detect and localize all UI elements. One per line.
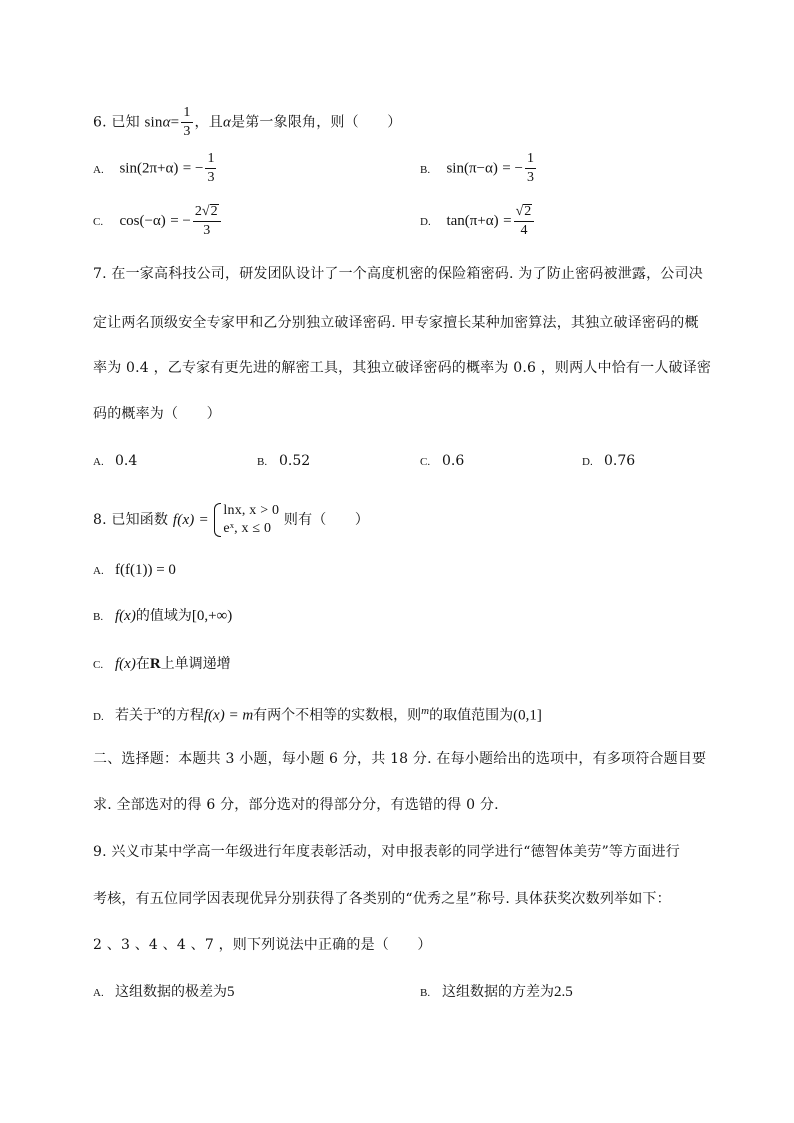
- q6-option-d[interactable]: [420, 204, 536, 238]
- q9-option-a-value: 5: [227, 984, 235, 1000]
- q8-option-d-range: (0,1]: [513, 707, 542, 724]
- q6-option-b-tag: B.: [420, 163, 431, 176]
- q8-option-c-text: 在: [135, 656, 150, 672]
- q8-option-a-math: f(f(1)) = 0: [115, 562, 176, 578]
- q8-option-d-m: m: [421, 705, 430, 717]
- q6-option-b[interactable]: [420, 152, 538, 185]
- q8-option-c-R: R: [149, 656, 161, 672]
- q6-option-a-den: 3: [207, 170, 215, 185]
- q8-option-b-math: f(x): [115, 608, 136, 624]
- q9-option-b[interactable]: [420, 982, 573, 1003]
- q8-option-b-text: 的值域为: [135, 608, 192, 624]
- q6-option-d-tag: D.: [420, 216, 431, 228]
- q7-option-c-tag: C.: [420, 456, 431, 468]
- q6-cond-tail: 是第一象限角，则（ ）: [231, 114, 402, 131]
- q8-option-d-x: x: [157, 705, 162, 717]
- q6-option-a-num: 1: [205, 152, 216, 169]
- q6-option-d-radicand: 2: [524, 204, 532, 219]
- q8-fx: f(x) =: [172, 512, 209, 528]
- q6-option-b-num: 1: [525, 152, 536, 169]
- q7-option-c-text: 0.6: [442, 453, 465, 469]
- q6-option-c-radicand: 2: [210, 204, 218, 219]
- q8-tail: 则有（ ）: [283, 512, 370, 528]
- q6-stem: [93, 106, 401, 139]
- q8-option-a[interactable]: [93, 560, 176, 581]
- q7-option-d[interactable]: [582, 451, 635, 472]
- q8-option-c[interactable]: [93, 654, 231, 675]
- q8-option-c-math: f(x): [115, 656, 136, 672]
- q7-option-a-text: 0.4: [115, 453, 138, 469]
- q8-option-d[interactable]: [93, 701, 542, 727]
- q6-option-b-sign: = −: [502, 160, 523, 177]
- q9-line-1: 9. 兴义市某中学高一年级进行年度表彰活动，对申报表彰的同学进行“德智体美劳”等方面进行: [93, 844, 680, 860]
- q7-line-3: 率为 0.4 ，乙专家有更先进的解密工具，其独立破译密码的概率为 0.6 ，则两人中恰有一人破译密: [93, 360, 712, 376]
- q8-stem: [93, 502, 369, 538]
- q8-case-2: eˣ, x ≤ 0: [223, 521, 272, 536]
- q7-option-c[interactable]: [420, 451, 464, 472]
- q6-number: 6.: [93, 114, 107, 131]
- q8-option-b-tag: B.: [93, 611, 104, 623]
- q7-option-b-text: 0.52: [279, 453, 311, 469]
- q6-eq: =: [170, 114, 180, 131]
- q6-option-d-num: √2: [514, 204, 535, 222]
- q6-option-c-lhs: cos(−α): [119, 213, 166, 229]
- q8-case-1: lnx, x > 0: [223, 503, 280, 518]
- q7-line-4: 码的概率为（ ）: [93, 406, 221, 422]
- q9-option-b-text: 这组数据的方差为: [442, 984, 554, 1000]
- q6-option-a-lhs: sin(2π+α): [119, 160, 179, 177]
- q8-option-d-text2: 的取值范围为: [429, 707, 514, 724]
- q8-piecewise: [213, 502, 279, 538]
- q6-alpha: α: [162, 114, 171, 131]
- q6-fraction: [181, 106, 192, 139]
- q7-option-a[interactable]: [93, 451, 137, 472]
- q6-option-d-frac: [514, 204, 535, 238]
- q9-option-b-value: 2.5: [554, 984, 573, 1000]
- q7-line-1: 7. 在一家高科技公司，研发团队设计了一个高度机密的保险箱密码. 为了防止密码被泄露，公司决: [93, 266, 703, 282]
- q8-option-a-tag: A.: [93, 565, 104, 577]
- q6-frac-num: 1: [181, 106, 192, 123]
- q6-option-c-tag: C.: [93, 216, 104, 228]
- q6-option-a-frac: [205, 152, 216, 185]
- q6-lead: 已知: [111, 114, 140, 131]
- q8-option-d-tag: D.: [93, 710, 104, 723]
- q6-option-c-sign: = −: [170, 213, 191, 229]
- q6-option-c-coef: 2: [194, 204, 202, 219]
- q7-option-d-tag: D.: [582, 456, 593, 468]
- q9-option-a-text: 这组数据的极差为: [115, 984, 227, 1000]
- q9-option-a[interactable]: [93, 982, 235, 1003]
- q6-option-a-tag: A.: [93, 163, 104, 176]
- q6-cond-mid: ，且: [194, 114, 223, 131]
- q6-option-c-num: 2√2: [193, 204, 221, 222]
- q9-option-b-tag: B.: [420, 987, 431, 999]
- q6-option-a-sign: = −: [182, 160, 204, 177]
- q8-option-d-pre: 若关于: [115, 707, 157, 724]
- q8-option-b[interactable]: [93, 606, 232, 627]
- q6-option-c[interactable]: [93, 204, 223, 238]
- q6-sin: sin: [144, 114, 163, 131]
- q8-option-c-text2: 上单调递增: [160, 656, 231, 672]
- q6-option-a[interactable]: [93, 152, 218, 185]
- q8-option-c-tag: C.: [93, 659, 104, 671]
- q6-option-b-den: 3: [526, 170, 534, 185]
- q6-option-d-den: 4: [520, 223, 528, 238]
- q9-line-2: 考核，有五位同学因表现优异分别获得了各类别的“优秀之星”称号. 具体获奖次数列举如下：: [93, 891, 671, 907]
- q7-option-d-text: 0.76: [604, 453, 636, 469]
- q6-alpha-2: α: [222, 114, 232, 131]
- q6-option-d-lhs: tan(π+α): [446, 213, 499, 229]
- q8-option-d-math: f(x) = m: [203, 707, 254, 724]
- q7-line-2: 定让两名顶级安全专家甲和乙分别独立破译密码. 甲专家擅长某种加密算法，其独立破译密码的概: [93, 315, 699, 331]
- q6-option-c-den: 3: [203, 223, 211, 238]
- q7-option-b-tag: B.: [257, 456, 268, 468]
- q6-frac-den: 3: [183, 124, 191, 139]
- q8-lead: 8. 已知函数: [93, 512, 169, 528]
- q6-option-d-sign: =: [503, 213, 512, 229]
- q6-option-c-frac: [193, 204, 221, 238]
- section2-line-1: 二、选择题：本题共 3 小题，每小题 6 分，共 18 分. 在每小题给出的选项中，有多项符合题目要: [93, 751, 707, 767]
- q6-option-b-frac: [525, 152, 536, 185]
- q6-option-b-lhs: sin(π−α): [446, 160, 498, 177]
- q7-option-b[interactable]: [257, 451, 310, 472]
- section2-line-2: 求. 全部选对的得 6 分，部分选对的得部分分，有选错的得 0 分.: [93, 797, 499, 813]
- q7-option-a-tag: A.: [93, 456, 104, 468]
- q8-option-d-mid: 的方程: [161, 707, 204, 724]
- q9-option-a-tag: A.: [93, 987, 104, 999]
- q8-option-d-text: 有两个不相等的实数根，则: [253, 707, 422, 724]
- q8-option-b-range: [0,+∞): [191, 608, 233, 624]
- q9-line-3: 2 、3 、4 、4 、7 ，则下列说法中正确的是（ ）: [93, 937, 432, 953]
